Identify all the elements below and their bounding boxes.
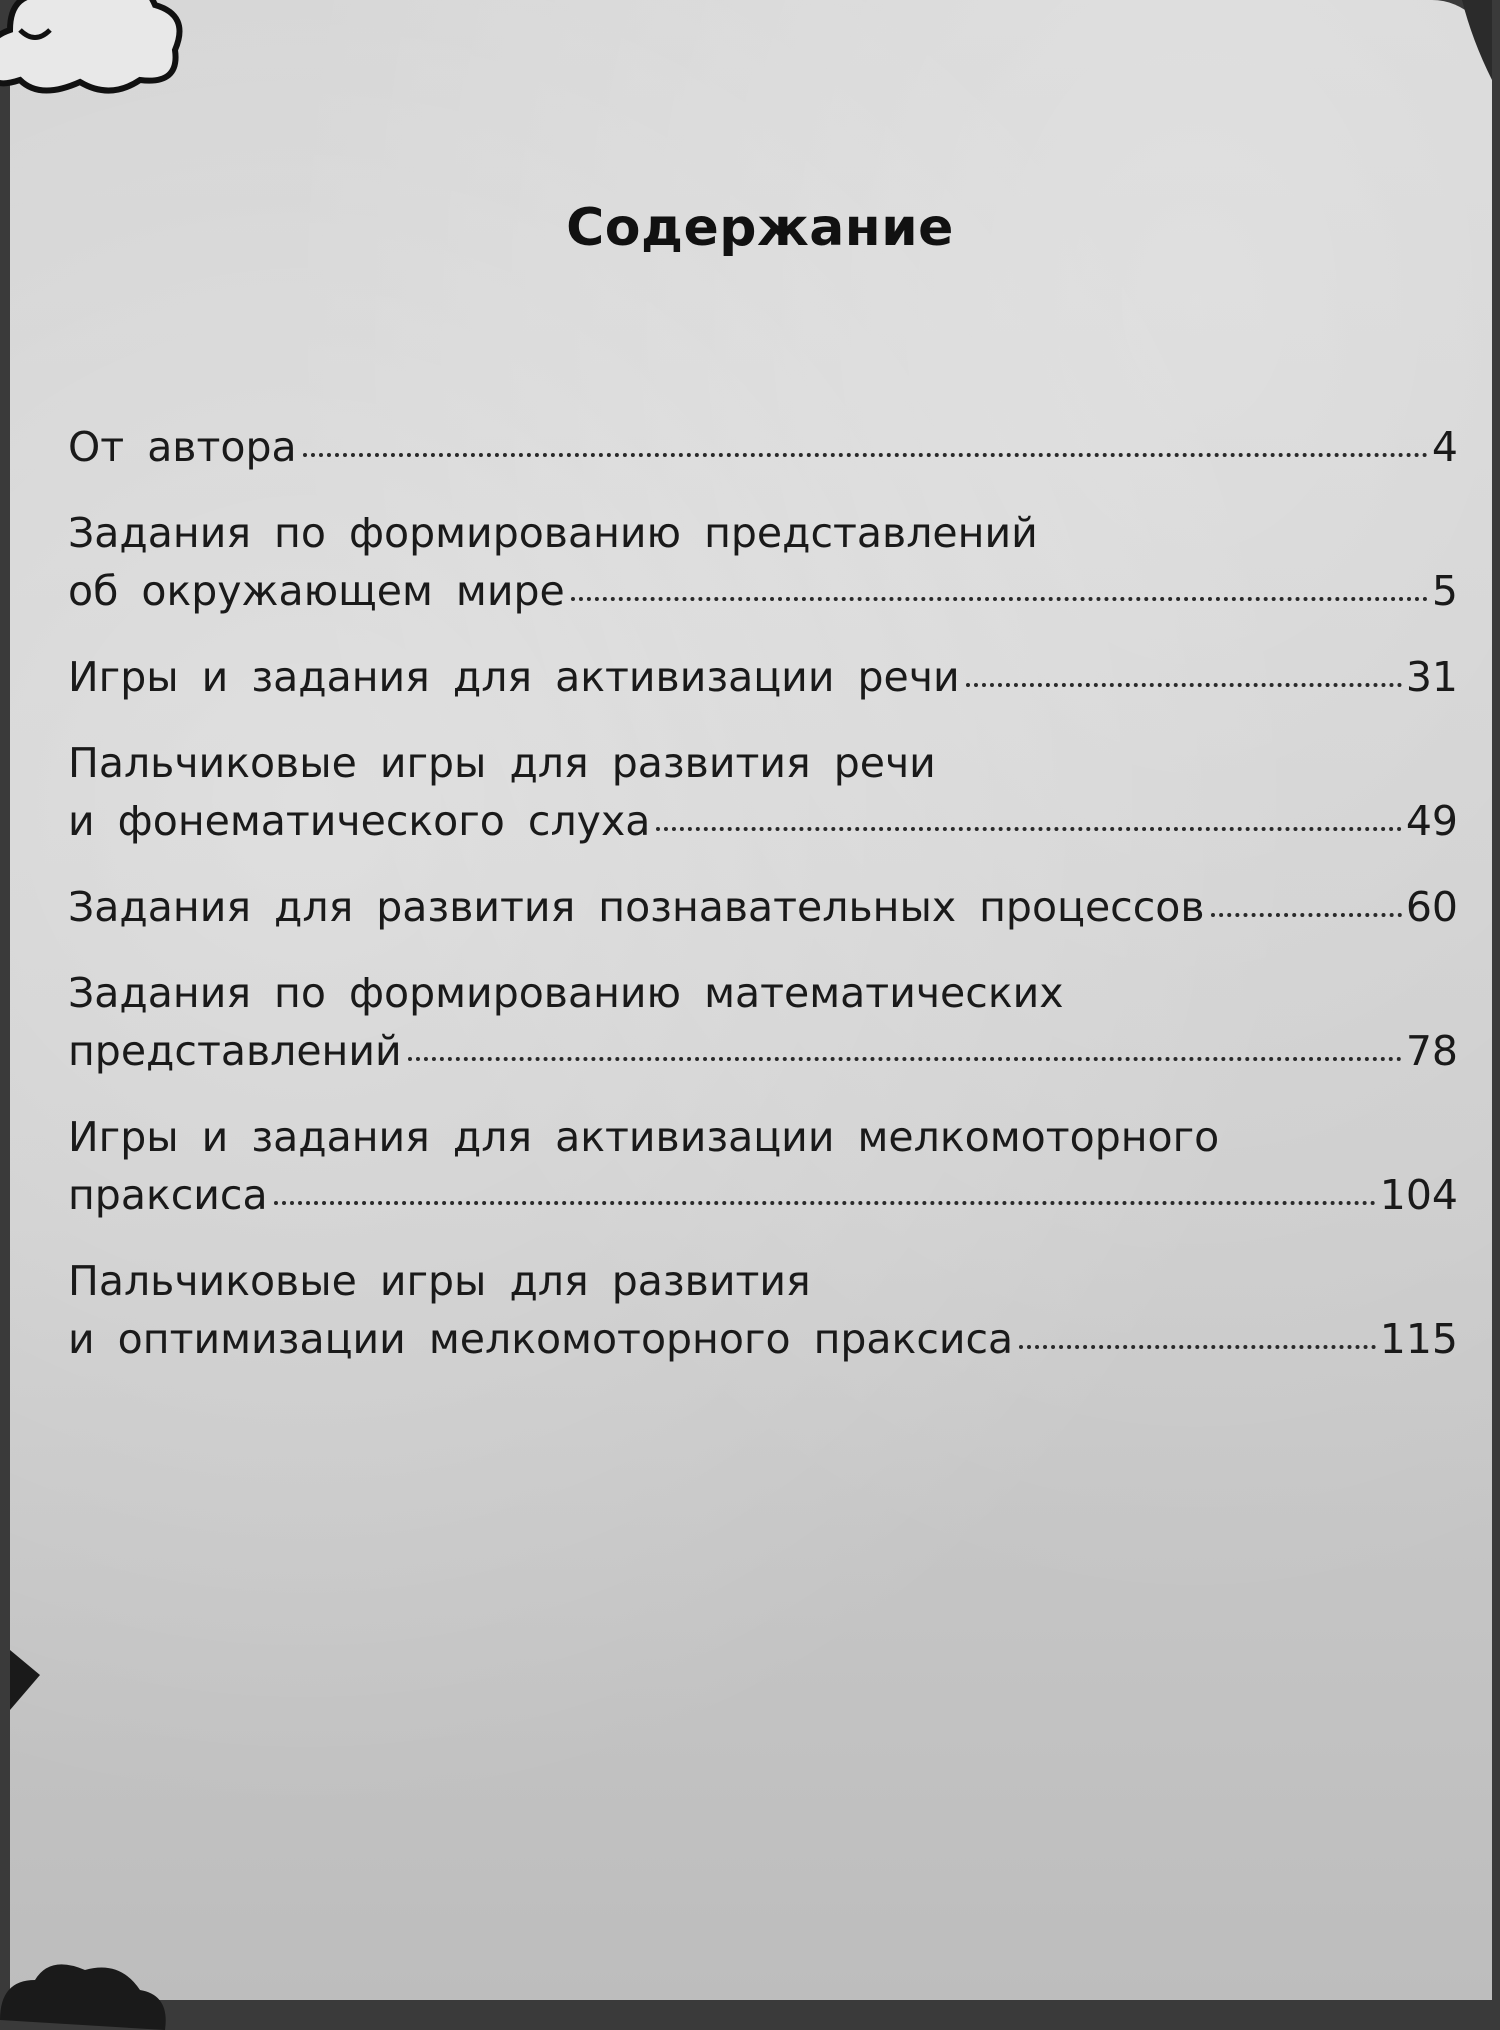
dot-leader (656, 823, 1401, 831)
toc-page-number: 5 (1431, 567, 1458, 615)
dot-leader (303, 449, 1428, 457)
toc-entry-title-continued: праксиса (68, 1171, 268, 1219)
toc-entry-title: Игры и задания для активизации мелкомоторного (68, 1113, 1220, 1161)
toc-page-number: 49 (1405, 797, 1458, 845)
toc-entry (68, 878, 1458, 936)
toc-entry-title: Задания для развития познавательных процессов (68, 883, 1205, 931)
page-corner-decoration (1462, 0, 1492, 80)
toc-entry (68, 504, 1458, 620)
toc-entry (68, 964, 1458, 1080)
dot-leader (1019, 1341, 1376, 1349)
toc-entry-title: Задания по формированию представлений (68, 509, 1038, 557)
toc-entry-title: От автора (68, 423, 297, 471)
toc-entry (68, 734, 1458, 850)
toc-entry (68, 418, 1458, 476)
toc-entry (68, 1252, 1458, 1368)
toc-entry-title: Игры и задания для активизации речи (68, 653, 960, 701)
toc-entry-title-continued: представлений (68, 1027, 402, 1075)
toc-entry-title: Задания по формированию математических (68, 969, 1064, 1017)
book-page (10, 0, 1492, 2000)
dot-leader (966, 679, 1402, 687)
toc-entry-title-continued: и оптимизации мелкомоторного праксиса (68, 1315, 1014, 1363)
side-arrow-decoration (10, 1640, 50, 1720)
toc-page-number: 60 (1405, 883, 1458, 931)
table-of-contents (68, 418, 1458, 1396)
toc-entry-title-continued: и фонематического слуха (68, 797, 651, 845)
page-title: Содержание (566, 198, 954, 258)
toc-entry (68, 648, 1458, 706)
toc-page-number: 115 (1379, 1315, 1458, 1363)
cloud-decoration-icon (0, 0, 200, 110)
toc-page-number: 4 (1431, 423, 1458, 471)
dot-leader (571, 593, 1428, 601)
toc-page-number: 104 (1379, 1171, 1458, 1219)
toc-entry-title: Пальчиковые игры для развития (68, 1257, 811, 1305)
toc-entry-title: Пальчиковые игры для развития речи (68, 739, 936, 787)
dot-leader (274, 1197, 1376, 1205)
dot-leader (408, 1053, 1402, 1061)
toc-page-number: 31 (1405, 653, 1458, 701)
dot-leader (1211, 909, 1402, 917)
cloud-decoration-bottom-icon (0, 1950, 190, 2030)
toc-page-number: 78 (1405, 1027, 1458, 1075)
toc-entry-title-continued: об окружающем мире (68, 567, 565, 615)
toc-entry (68, 1108, 1458, 1224)
